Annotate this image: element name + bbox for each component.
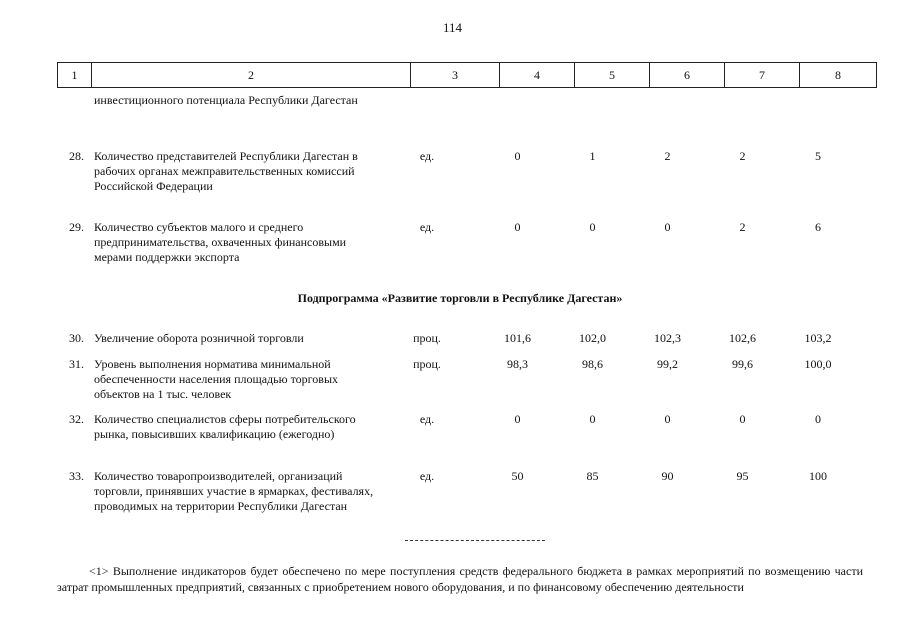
footnote-separator bbox=[405, 540, 545, 541]
row-number: 31. bbox=[69, 357, 84, 371]
column-header-1: 1 bbox=[58, 63, 92, 88]
row-value-col5: 0 bbox=[589, 412, 596, 426]
row-value-col4: 101,6 bbox=[504, 331, 531, 345]
column-header-8: 8 bbox=[800, 63, 877, 88]
row-unit: ед. bbox=[419, 469, 435, 483]
row-value-col4: 0 bbox=[514, 149, 521, 163]
row-description: Увеличение оборота розничной торговли bbox=[94, 331, 304, 345]
column-header-7: 7 bbox=[725, 63, 800, 88]
column-header-2: 2 bbox=[92, 63, 411, 88]
row-unit: ед. bbox=[419, 149, 435, 163]
subprogram-title: Подпрограмма «Развитие торговли в Республике Дагестан» bbox=[297, 291, 623, 305]
row-description: Количество представителей Республики Дагестан в рабочих органах межправительственных комиссий Российской Федерации bbox=[94, 149, 358, 193]
row-value-col6: 0 bbox=[664, 220, 671, 234]
row-description: Уровень выполнения норматива минимальной обеспеченности населения площадью торговых объектов на 1 тыс. человек bbox=[94, 357, 339, 401]
row-value-col5: 1 bbox=[589, 149, 596, 163]
page-number: 114 bbox=[442, 20, 463, 35]
row-unit: проц. bbox=[413, 357, 441, 371]
row-value-col6: 2 bbox=[664, 149, 671, 163]
row-description: Количество специалистов сферы потребительского рынка, повысивших квалификацию (ежегодно) bbox=[94, 412, 356, 441]
footnote-text: <1> Выполнение индикаторов будет обеспечено по мере поступления средств федерального бюджета в рамках мероприятий по возмещению части затрат промышленных предприятий, связанных с приобретением нового оборудования, и по финансовому обеспечению деятельности bbox=[57, 564, 863, 594]
row-value-col7: 2 bbox=[739, 220, 746, 234]
row-value-col8: 103,2 bbox=[804, 331, 832, 345]
row-value-col6: 102,3 bbox=[654, 331, 681, 345]
row-unit: ед. bbox=[419, 220, 435, 234]
column-header-5: 5 bbox=[575, 63, 650, 88]
row-description: инвестиционного потенциала Республики Дагестан bbox=[94, 93, 358, 107]
row-value-col6: 99,2 bbox=[657, 357, 678, 371]
row-value-col7: 102,6 bbox=[729, 331, 756, 345]
row-value-col8: 100 bbox=[809, 469, 827, 483]
row-value-col6: 0 bbox=[664, 412, 671, 426]
row-value-col7: 0 bbox=[739, 412, 746, 426]
row-value-col7: 2 bbox=[739, 149, 746, 163]
row-number: 29. bbox=[69, 220, 84, 234]
column-header-table bbox=[57, 62, 877, 88]
column-header-row bbox=[58, 63, 877, 88]
row-description: Количество субъектов малого и среднего предпринимательства, охваченных финансовыми мерами поддержки экспорта bbox=[94, 220, 347, 264]
row-number: 28. bbox=[69, 149, 84, 163]
row-value-col4: 0 bbox=[514, 412, 521, 426]
row-value-col8: 100,0 bbox=[804, 357, 832, 371]
row-value-col6: 90 bbox=[661, 469, 674, 483]
column-header-6: 6 bbox=[650, 63, 725, 88]
row-value-col5: 85 bbox=[586, 469, 599, 483]
row-number: 30. bbox=[69, 331, 84, 345]
row-value-col8: 5 bbox=[815, 149, 821, 163]
row-value-col4: 0 bbox=[514, 220, 521, 234]
row-value-col4: 98,3 bbox=[507, 357, 528, 371]
row-number: 32. bbox=[69, 412, 84, 426]
row-value-col8: 0 bbox=[815, 412, 821, 426]
row-description: Количество товаропроизводителей, организаций торговли, принявших участие в ярмарках, фестивалях, проводимых на территории Республики Дагестан bbox=[94, 469, 374, 513]
column-header-4: 4 bbox=[500, 63, 575, 88]
row-value-col5: 102,0 bbox=[579, 331, 606, 345]
row-unit: ед. bbox=[419, 412, 435, 426]
row-value-col7: 99,6 bbox=[732, 357, 753, 371]
row-number: 33. bbox=[69, 469, 84, 483]
row-value-col5: 98,6 bbox=[582, 357, 603, 371]
row-value-col5: 0 bbox=[589, 220, 596, 234]
row-value-col7: 95 bbox=[736, 469, 749, 483]
row-unit: проц. bbox=[413, 331, 441, 345]
column-header-3: 3 bbox=[411, 63, 500, 88]
row-value-col4: 50 bbox=[511, 469, 524, 483]
row-value-col8: 6 bbox=[815, 220, 821, 234]
